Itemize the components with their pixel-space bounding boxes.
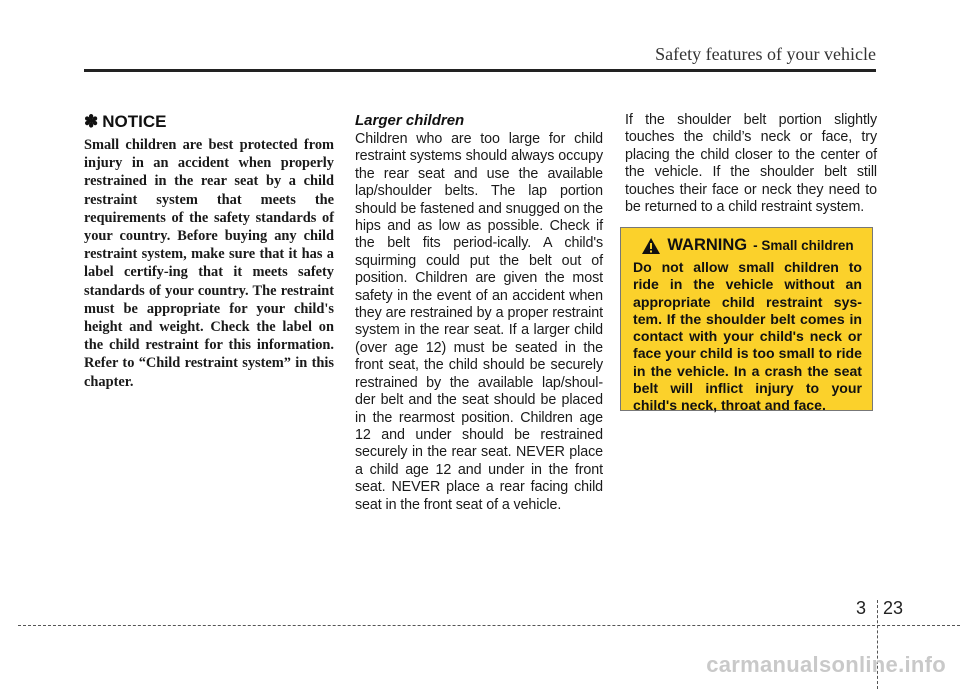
warning-body: Do not allow small children to ride in the vehicle without an appropriate child restraint sys-tem. If the shoulder belt comes in contact with your child's neck or face your child is too small to ride in the vehicle. In a crash the seat belt will inflict injury to your child's neck, throat and face. (633, 259, 862, 414)
chapter-number: 3 (856, 598, 867, 618)
larger-children-column (355, 112, 603, 514)
page-number: 23 (883, 598, 904, 618)
warning-heading (633, 236, 862, 255)
warning-triangle-icon (641, 237, 661, 255)
warning-label: WARNING (667, 236, 748, 254)
section-title: Safety features of your vehicle (655, 44, 876, 64)
notice-column (84, 112, 334, 391)
warning-box (620, 227, 873, 414)
notice-body: Small children are best protected from injury in an accident when properly restrained in the rear seat by a child restraint system that meets the requirements of the safety standards of your country. Before buying any child restraint system, make sure that it has a label certify-ing that it meets safety standards of your country. The restraint must be appropriate for your child's height and weight. Check the label on the child restraint for this information. Refer to “Child restraint system” in this chapter. (84, 137, 334, 390)
notice-star-icon: ✽ (84, 112, 99, 131)
header-rule (84, 69, 876, 72)
larger-children-body: Children who are too large for child restraint systems should always occupy the rear seat and use the available lap/shoulder belts. The lap portion should be fastened and snugged on the hips and as low as possible. Check if the belt fits period-ically. A child's squirming could put the belt out of position. Children are given the most safety in the event of an accident when they are restrained by a proper restraint system in the rear seat. If a larger child (over age 12) must be seated in the front seat, the child should be securely restrained by the available lap/shoul-der belt and the seat should be placed in the rearmost position. Children age 12 and under should be restrained securely in the rear seat. NEVER place a child age 12 and under in the front seat. NEVER place a rear facing child seat in the front seat of a vehicle. (355, 131, 603, 513)
shoulder-note-column (625, 112, 877, 216)
footer-rule (18, 625, 960, 626)
notice-title: NOTICE (102, 112, 167, 131)
watermark: carmanualsonline.info (706, 652, 946, 677)
shoulder-note-body: If the shoulder belt portion slightly touches the child’s neck or face, try placing the child closer to the center of the vehicle. If the shoulder belt still touches their face or neck they need to be returned to a child restraint system. (625, 112, 877, 216)
warning-subtitle: - Small children (753, 238, 854, 253)
notice-heading (84, 112, 334, 132)
larger-children-heading: Larger children (355, 112, 465, 129)
